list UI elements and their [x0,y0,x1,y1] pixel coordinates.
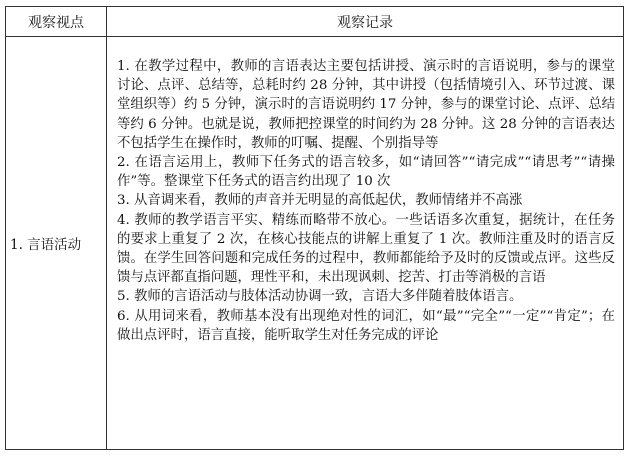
viewpoint-cell: 1. 言语活动 [6,37,107,450]
header-record: 观察记录 [107,7,624,37]
record-item-5: 5. 教师的言语活动与肢体活动协调一致，言语大多伴随着肢体语言。 [117,289,523,305]
header-viewpoint: 观察视点 [6,7,107,37]
record-item-6: 6. 从用词来看，教师基本没有出现绝对性的词汇，如“最”“完全”“一定”“肯定”；在做出点评时，语言直接，能听取学生对任务完成的评论 [117,308,615,343]
record-item-3: 3. 从音调来看，教师的声音并无明显的高低起伏，教师情绪并不高涨 [117,193,523,209]
record-item-4: 4. 教师的教学语言平实、精练而略带不放心。一些话语多次重复，据统计，在任务的要求上重复了 2 次，在核心技能点的讲解上重复了 1 次。教师注重及时的语言反馈。在学生回答问题和完成任务的过程中，教师都能给予及时的反馈或点评。这些反馈与点评都直指问题，理性平和，未出现讽刺、挖苦、打击等消极的言语 [117,212,615,286]
observation-table [5,6,624,450]
header-row [6,7,624,37]
table-row [6,37,624,450]
record-cell [107,37,624,450]
record-item-2: 2. 在语言运用上，教师下任务式的语言较多，如“请回答”“请完成”“请思考”“请操作”等。整课堂下任务式的语言约出现了 10 次 [117,155,615,190]
record-item-1: 1. 在教学过程中，教师的言语表达主要包括讲授、演示时的言语说明，参与的课堂讨论、点评、总结等，总耗时约 28 分钟，其中讲授（包括情境引入、环节过渡、课堂组织等）约 5 分钟，演示时的言语说明约 17 分钟，参与的课堂讨论、点评、总结等约 6 分钟。也就是说，教师把控课堂的时间约为 28 分钟。这 28 分钟的言语表达不包括学生在操作时，教师的叮嘱、提醒、个别指导等 [117,59,615,151]
